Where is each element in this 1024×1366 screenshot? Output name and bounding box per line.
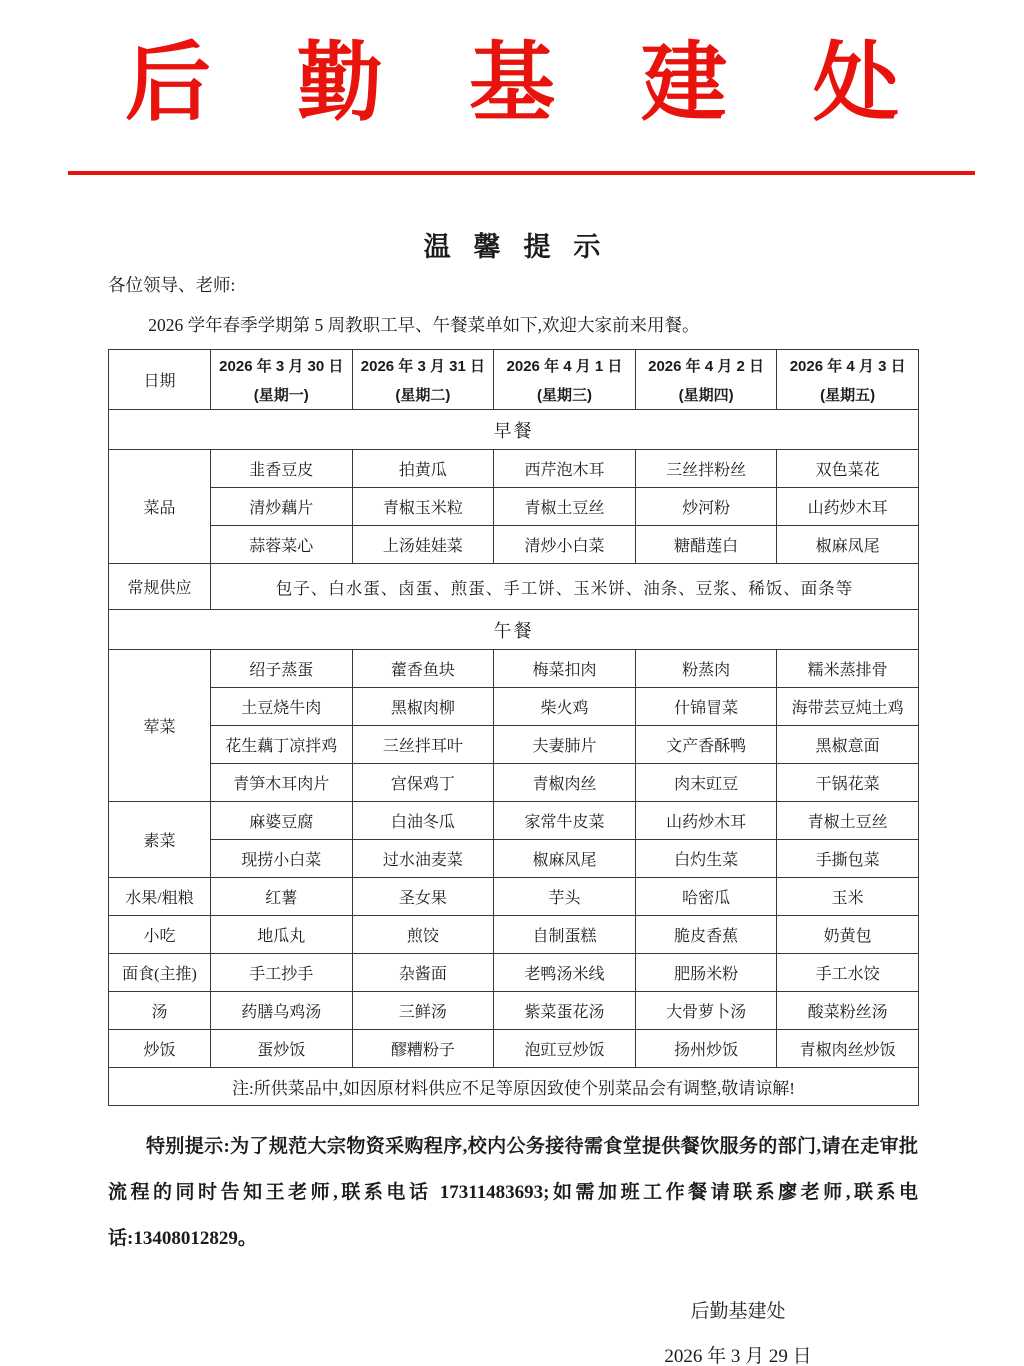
- date-cell-fri: [777, 350, 919, 410]
- dish-cell: 三丝拌粉丝: [635, 450, 777, 488]
- dish-cell: 梅菜扣肉: [494, 650, 636, 688]
- lunch-dish-row: [109, 1030, 919, 1068]
- intro-paragraph: 2026 学年春季学期第 5 周教职工早、午餐菜单如下,欢迎大家前来用餐。: [148, 314, 700, 335]
- lunch-dish-row: [109, 840, 919, 878]
- dish-cell: 椒麻凤尾: [777, 526, 919, 564]
- dish-cell: 三丝拌耳叶: [352, 726, 494, 764]
- dish-cell: 上汤娃娃菜: [352, 526, 494, 564]
- dish-cell: 家常牛皮菜: [494, 802, 636, 840]
- special-note-paragraph: 特别提示:为了规范大宗物资采购程序,校内公务接待需食堂提供餐饮服务的部门,请在走审批流程的同时告知王老师,联系电话 17311483693;如需加班工作餐请联系廖老师,联系电话:13408012829。: [108, 1136, 918, 1250]
- dish-cell: 芋头: [494, 878, 636, 916]
- dish-cell: 白灼生菜: [635, 840, 777, 878]
- dish-cell: 手撕包菜: [777, 840, 919, 878]
- dish-cell: 自制蛋糕: [494, 916, 636, 954]
- lunch-dish-row: [109, 954, 919, 992]
- lunch-dish-row: [109, 726, 919, 764]
- weekday-text: (星期二): [395, 386, 451, 404]
- category-label-cell: 炒饭: [109, 1030, 211, 1068]
- table-header-row: [109, 350, 919, 410]
- dish-cell: 老鸭汤米线: [494, 954, 636, 992]
- dish-cell: 清炒小白菜: [494, 526, 636, 564]
- dish-cell: 海带芸豆炖土鸡: [777, 688, 919, 726]
- dish-cell: 青椒肉丝: [494, 764, 636, 802]
- lunch-dish-row: [109, 764, 919, 802]
- date-text: 2026 年 3 月 30 日: [219, 357, 344, 375]
- dish-cell: 圣女果: [352, 878, 494, 916]
- table-note-row: [109, 1068, 919, 1106]
- dish-cell: 粉蒸肉: [635, 650, 777, 688]
- dish-cell: 三鲜汤: [352, 992, 494, 1030]
- notice-heading: 温馨提示: [423, 231, 624, 262]
- date-text: 2026 年 4 月 2 日: [648, 357, 765, 375]
- dish-cell: 蛋炒饭: [211, 1030, 353, 1068]
- dish-cell: 麻婆豆腐: [211, 802, 353, 840]
- regular-supply-row: [109, 564, 919, 610]
- regular-supply-cell: 包子、白水蛋、卤蛋、煎蛋、手工饼、玉米饼、油条、豆浆、稀饭、面条等: [211, 564, 919, 610]
- dish-cell: 药膳乌鸡汤: [211, 992, 353, 1030]
- dish-cell: 蒜蓉菜心: [211, 526, 353, 564]
- lunch-section-header: 午餐: [109, 610, 919, 650]
- date-label-cell: 日期: [109, 350, 211, 410]
- dish-cell: 奶黄包: [777, 916, 919, 954]
- dish-cell: 干锅花菜: [777, 764, 919, 802]
- dish-cell: 拍黄瓜: [352, 450, 494, 488]
- header-divider: [68, 171, 975, 175]
- date-text: 2026 年 4 月 1 日: [506, 357, 623, 375]
- dish-cell: 文产香酥鸭: [635, 726, 777, 764]
- date-cell-thu: [635, 350, 777, 410]
- dish-cell: 山药炒木耳: [777, 488, 919, 526]
- dish-cell: 青笋木耳肉片: [211, 764, 353, 802]
- dish-cell: 韭香豆皮: [211, 450, 353, 488]
- salutation-text: 各位领导、老师:: [108, 274, 236, 295]
- dish-cell: 宫保鸡丁: [352, 764, 494, 802]
- dish-cell: 过水油麦菜: [352, 840, 494, 878]
- date-cell-wed: [494, 350, 636, 410]
- page-title: 后勤基建处: [125, 35, 985, 131]
- breakfast-dish-row: [109, 526, 919, 564]
- weekday-text: (星期四): [678, 386, 734, 404]
- lunch-dish-row: [109, 992, 919, 1030]
- weekday-text: (星期五): [820, 386, 876, 404]
- category-label-cell: 常规供应: [109, 564, 211, 610]
- category-label-cell: 汤: [109, 992, 211, 1030]
- signature-department: 后勤基建处: [690, 1301, 786, 1323]
- dish-cell: 煎饺: [352, 916, 494, 954]
- dish-cell: 青椒肉丝炒饭: [777, 1030, 919, 1068]
- dish-cell: 黑椒肉柳: [352, 688, 494, 726]
- lunch-dish-row: [109, 878, 919, 916]
- dish-cell: 大骨萝卜汤: [635, 992, 777, 1030]
- dish-cell: 青椒土豆丝: [777, 802, 919, 840]
- dish-cell: 哈密瓜: [635, 878, 777, 916]
- date-cell-tue: [352, 350, 494, 410]
- dish-cell: 紫菜蛋花汤: [494, 992, 636, 1030]
- dish-cell: 土豆烧牛肉: [211, 688, 353, 726]
- dish-cell: 糯米蒸排骨: [777, 650, 919, 688]
- lunch-dish-row: [109, 802, 919, 840]
- dish-cell: 绍子蒸蛋: [211, 650, 353, 688]
- dish-cell: 清炒藕片: [211, 488, 353, 526]
- signature-block: [588, 1296, 888, 1366]
- dish-cell: 地瓜丸: [211, 916, 353, 954]
- dish-cell: 泡豇豆炒饭: [494, 1030, 636, 1068]
- dish-cell: 炒河粉: [635, 488, 777, 526]
- lunch-dish-row: [109, 916, 919, 954]
- dish-cell: 黑椒意面: [777, 726, 919, 764]
- dish-cell: 扬州炒饭: [635, 1030, 777, 1068]
- breakfast-section-row: [109, 410, 919, 450]
- dish-cell: 红薯: [211, 878, 353, 916]
- dish-cell: 玉米: [777, 878, 919, 916]
- dish-cell: 花生藕丁凉拌鸡: [211, 726, 353, 764]
- lunch-dish-row: [109, 650, 919, 688]
- dish-cell: 脆皮香蕉: [635, 916, 777, 954]
- dish-cell: 手工水饺: [777, 954, 919, 992]
- dish-cell: 现捞小白菜: [211, 840, 353, 878]
- date-text: 2026 年 4 月 3 日: [789, 357, 906, 375]
- breakfast-dish-row: [109, 450, 919, 488]
- date-text: 2026 年 3 月 31 日: [360, 357, 485, 375]
- breakfast-section-header: 早餐: [109, 410, 919, 450]
- dish-cell: 酸菜粉丝汤: [777, 992, 919, 1030]
- dish-cell: 青椒土豆丝: [494, 488, 636, 526]
- dish-cell: 青椒玉米粒: [352, 488, 494, 526]
- weekday-text: (星期三): [536, 386, 592, 404]
- dish-cell: 什锦冒菜: [635, 688, 777, 726]
- dish-cell: 肉末豇豆: [635, 764, 777, 802]
- dish-cell: 杂酱面: [352, 954, 494, 992]
- dish-cell: 椒麻凤尾: [494, 840, 636, 878]
- category-label-cell: 水果/粗粮: [109, 878, 211, 916]
- note-cell: 注:所供菜品中,如因原材料供应不足等原因致使个别菜品会有调整,敬请谅解!: [109, 1068, 919, 1106]
- dish-cell: 双色菜花: [777, 450, 919, 488]
- dish-cell: 手工抄手: [211, 954, 353, 992]
- category-label-cell: 面食(主推): [109, 954, 211, 992]
- dish-cell: 白油冬瓜: [352, 802, 494, 840]
- category-label-cell: 荤菜: [109, 650, 211, 802]
- dish-cell: 柴火鸡: [494, 688, 636, 726]
- dish-cell: 夫妻肺片: [494, 726, 636, 764]
- category-label-cell: 素菜: [109, 802, 211, 878]
- dish-cell: 西芹泡木耳: [494, 450, 636, 488]
- lunch-dish-row: [109, 688, 919, 726]
- date-cell-mon: [211, 350, 353, 410]
- dish-cell: 糖醋莲白: [635, 526, 777, 564]
- category-label-cell: 菜品: [109, 450, 211, 564]
- lunch-section-row: [109, 610, 919, 650]
- breakfast-dish-row: [109, 488, 919, 526]
- category-label-cell: 小吃: [109, 916, 211, 954]
- dish-cell: 醪糟粉子: [352, 1030, 494, 1068]
- dish-cell: 藿香鱼块: [352, 650, 494, 688]
- weekday-text: (星期一): [253, 386, 309, 404]
- signature-date: 2026 年 3 月 29 日: [664, 1346, 812, 1366]
- dish-cell: 肥肠米粉: [635, 954, 777, 992]
- dish-cell: 山药炒木耳: [635, 802, 777, 840]
- menu-table: [108, 349, 919, 1106]
